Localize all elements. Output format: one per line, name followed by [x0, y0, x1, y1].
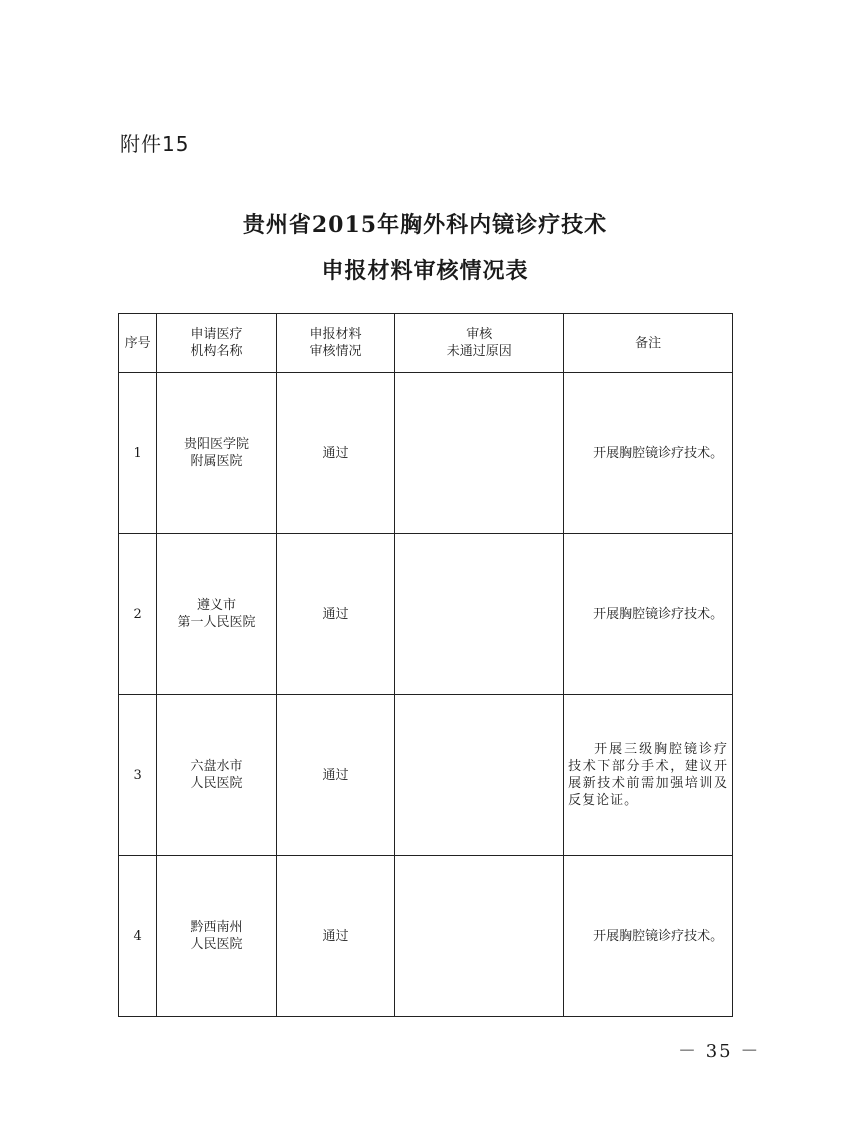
institution-line-2: 人民医院: [190, 776, 243, 791]
header-serial-number: 序号: [119, 314, 157, 373]
institution-line-1: 黔西南州: [190, 920, 243, 935]
table-header-row: [119, 314, 733, 373]
remark-text: 开展胸腔镜诊疗技术。: [593, 928, 724, 944]
serial-number-cell: 2: [119, 534, 157, 695]
institution-line-1: 遵义市: [196, 598, 236, 613]
attachment-label: 附件15: [120, 132, 190, 156]
remark-cell: [564, 856, 733, 1017]
institution-line-1: 六盘水市: [190, 759, 243, 774]
header-institution-line-2: 机构名称: [190, 344, 243, 359]
fail-reason-cell: [395, 695, 564, 856]
header-institution-line-1: 申请医疗: [190, 327, 243, 342]
header-reason-line-2: 未通过原因: [446, 344, 512, 359]
document-title-line-2: 申报材料审核情况表: [321, 258, 529, 284]
header-institution: [157, 314, 277, 373]
institution-cell: [157, 695, 277, 856]
header-remark: 备注: [564, 314, 733, 373]
status-cell: 通过: [276, 856, 395, 1017]
review-table: [118, 313, 733, 1017]
remark-cell: [564, 534, 733, 695]
serial-number-cell: 3: [119, 695, 157, 856]
serial-number-cell: 4: [119, 856, 157, 1017]
header-review-status: [276, 314, 395, 373]
table-row: [119, 695, 733, 856]
remark-cell: [564, 695, 733, 856]
remark-text: 开展胸腔镜诊疗技术。: [593, 606, 724, 622]
document-title-line-1: 贵州省2015年胸外科内镜诊疗技术: [242, 212, 608, 238]
header-reason-line-1: 审核: [466, 327, 493, 342]
remark-text: 开展胸腔镜诊疗技术。: [593, 445, 724, 461]
fail-reason-cell: [395, 856, 564, 1017]
institution-cell: [157, 534, 277, 695]
remark-cell: [564, 373, 733, 534]
header-fail-reason: [395, 314, 564, 373]
serial-number-cell: 1: [119, 373, 157, 534]
institution-line-2: 第一人民医院: [177, 615, 256, 630]
status-cell: 通过: [276, 695, 395, 856]
status-cell: 通过: [276, 373, 395, 534]
page-number: － 35 －: [678, 1041, 761, 1062]
header-status-line-2: 审核情况: [309, 344, 362, 359]
table-row: [119, 534, 733, 695]
status-cell: 通过: [276, 534, 395, 695]
institution-line-1: 贵阳医学院: [183, 437, 249, 452]
fail-reason-cell: [395, 373, 564, 534]
remark-text: 开展三级胸腔镜诊疗技术下部分手术，建议开展新技术前需加强培训及反复论证。: [568, 742, 728, 808]
institution-cell: [157, 373, 277, 534]
table-row: [119, 373, 733, 534]
table-row: [119, 856, 733, 1017]
institution-line-2: 附属医院: [190, 454, 243, 469]
header-status-line-1: 申报材料: [309, 327, 362, 342]
institution-cell: [157, 856, 277, 1017]
institution-line-2: 人民医院: [190, 937, 243, 952]
fail-reason-cell: [395, 534, 564, 695]
